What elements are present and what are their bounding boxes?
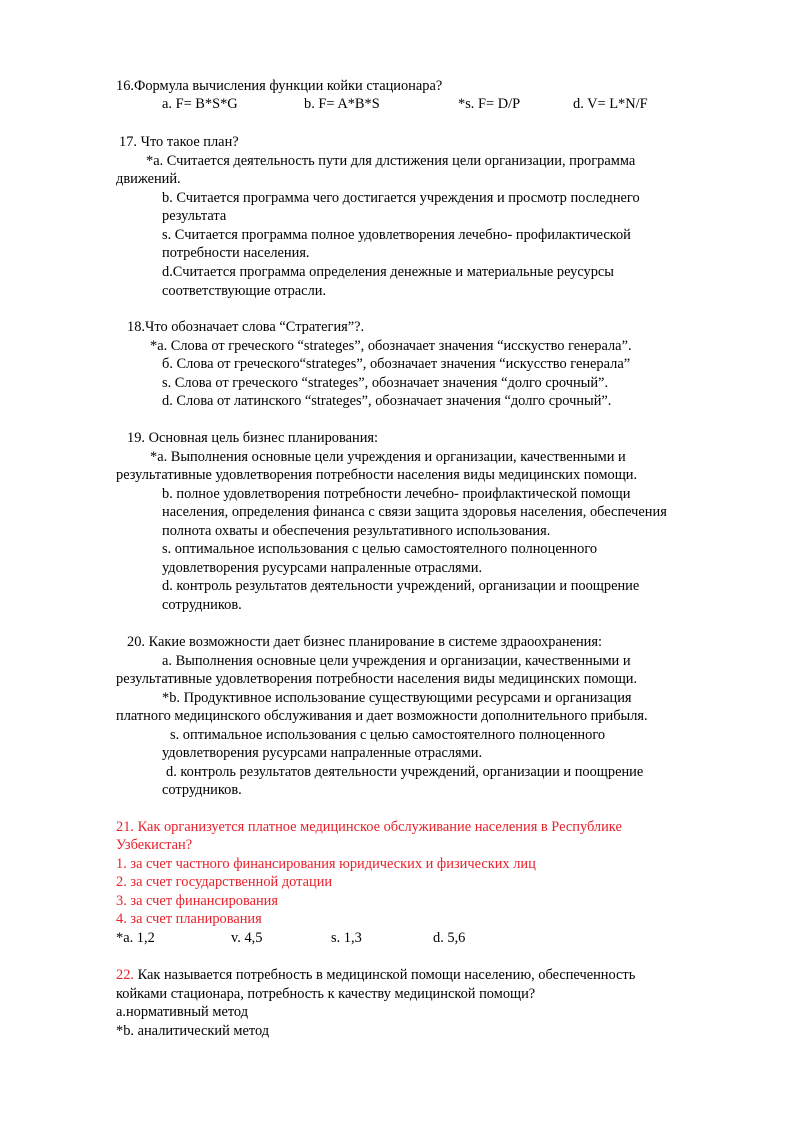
q16-option-b: b. F= A*B*S	[304, 96, 380, 112]
q17-line: движений.	[116, 171, 181, 187]
q17-question: 17. Что такое план?	[119, 134, 239, 150]
q22-option-a: a.нормативный метод	[116, 1004, 249, 1020]
q17-line: соответствующие отрасли.	[162, 283, 327, 299]
q17-line: s. Считается программа полное удовлетворения лечебно- профилактической	[162, 227, 631, 243]
q21-option-s: s. 1,3	[331, 930, 362, 946]
q16-option-a: a. F= B*S*G	[162, 96, 238, 112]
q17-line: результата	[162, 208, 227, 224]
q20-line: сотрудников.	[162, 782, 242, 798]
q16-option-d: d. V= L*N/F	[573, 96, 648, 112]
q21-item: 4. за счет планирования	[116, 911, 262, 927]
q19-line: результативные удовлетворения потребности населения виды медицинских помощи.	[116, 467, 638, 483]
q17-line: b. Считается программа чего достигается учреждения и просмотр последнего	[162, 190, 640, 206]
q18-line: d. Слова от латинского “strateges”, обозначает значения “долго срочный”.	[162, 393, 612, 409]
q18-line: *a. Слова от греческого “strateges”, обозначает значения “исскуство генерала”.	[150, 338, 632, 354]
q22-question	[116, 966, 635, 984]
q21-question: Узбекистан?	[116, 837, 193, 853]
q20-line: *b. Продуктивное использование существующими ресурсами и организация	[162, 690, 632, 706]
q20-line: результативные удовлетворения потребности населения виды медицинских помощи.	[116, 671, 638, 687]
q20-line: d. контроль результатов деятельности учреждений, организации и поощрение	[166, 764, 644, 780]
q20-line: a. Выполнения основные цели учреждения и организации, качественными и	[162, 653, 631, 669]
q16-question: 16.Формула вычисления функции койки стационара?	[116, 78, 443, 94]
q22-number-highlight: 22.	[116, 967, 134, 983]
q19-line: b. полное удовлетворения потребности лечебно- проифлактической помощи	[162, 486, 631, 502]
q21-item: 3. за счет финансирования	[116, 893, 278, 909]
q19-question: 19. Основная цель бизнес планирования:	[127, 430, 379, 446]
q19-line: s. оптимальное использования с целью самостоятелного полноценного	[162, 541, 598, 557]
q21-option-v: v. 4,5	[231, 930, 263, 946]
q18-line: s. Слова от греческого “strateges”, обозначает значения “долго срочный”.	[162, 375, 609, 391]
q22-question-text: Как называется потребность в медицинской помощи населению, обеспеченность	[134, 967, 636, 983]
q22-option-b: *b. аналитический метод	[116, 1023, 270, 1039]
q17-line: *a. Считается деятельность пути для длстижения цели организации, программа	[146, 153, 636, 169]
q19-line: полнота охваты и обеспечения результативного использования.	[162, 523, 551, 539]
q17-line: потребности населения.	[162, 245, 310, 261]
q21-option-a: *a. 1,2	[116, 930, 155, 946]
q20-line: платного медицинского обслуживания и дает возможности дополнительного прибыля.	[116, 708, 648, 724]
q20-line: удовлетворения русурсами напраленные отраслями.	[162, 745, 483, 761]
q19-line: сотрудников.	[162, 597, 242, 613]
q17-line: d.Считается программа определения денежные и материальные реусурсы	[162, 264, 614, 280]
q21-item: 1. за счет частного финансирования юридических и физических лиц	[116, 856, 536, 872]
q16-option-s: *s. F= D/P	[458, 96, 521, 112]
q22-question: койками стационара, потребность к качеству медицинской помощи?	[116, 986, 536, 1002]
q21-item: 2. за счет государственной дотации	[116, 874, 333, 890]
q19-line: d. контроль результатов деятельности учреждений, организации и поощрение	[162, 578, 640, 594]
q19-line: населения, определения финанса с связи защита здоровья населения, обеспечения	[162, 504, 667, 520]
q21-question: 21. Как организуется платное медицинское обслуживание населения в Республике	[116, 819, 622, 835]
q20-line: s. оптимальное использования с целью самостоятелного полноценного	[170, 727, 606, 743]
q19-line: удовлетворения русурсами напраленные отраслями.	[162, 560, 483, 576]
q18-question: 18.Что обозначает слова “Стратегия”?.	[127, 319, 365, 335]
q21-option-d: d. 5,6	[433, 930, 466, 946]
q19-line: *a. Выполнения основные цели учреждения и организации, качественными и	[150, 449, 626, 465]
q18-line: б. Слова от греческого“strateges”, обозначает значения “искусство генерала”	[162, 356, 631, 372]
q20-question: 20. Какие возможности дает бизнес планирование в системе здраоохранения:	[127, 634, 602, 650]
